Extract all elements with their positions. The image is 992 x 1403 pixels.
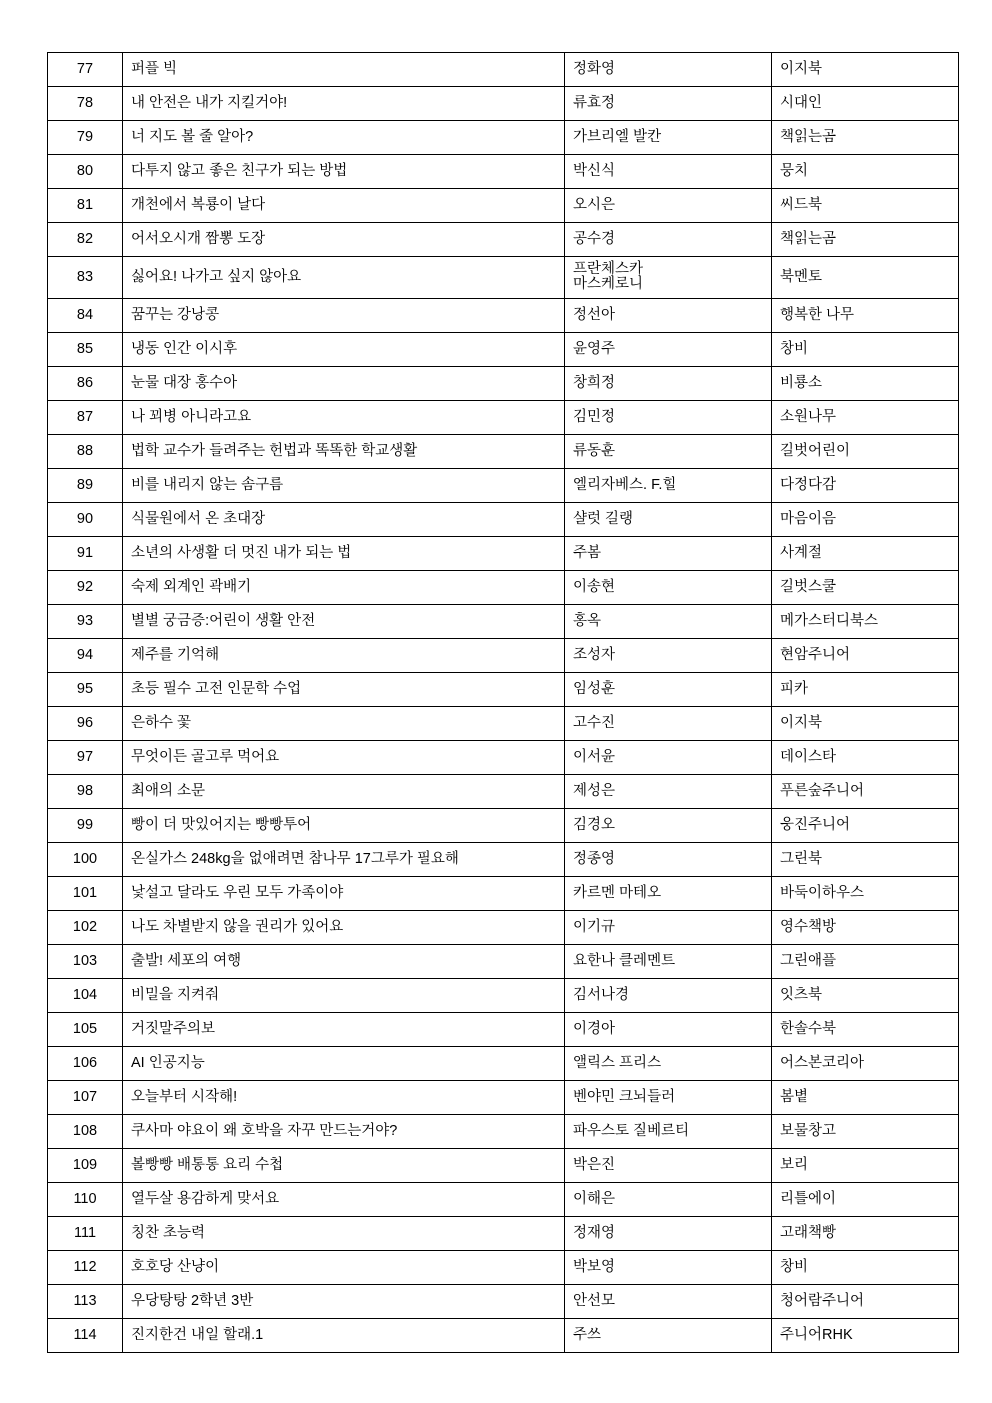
cell-title: 호호당 산냥이: [123, 1251, 565, 1285]
cell-publisher: 메가스터디북스: [772, 605, 959, 639]
cell-number: 101: [48, 877, 123, 911]
table-row: [48, 87, 959, 121]
cell-title: 개천에서 복룡이 날다: [123, 189, 565, 223]
cell-number: 95: [48, 673, 123, 707]
cell-title: 출발! 세포의 여행: [123, 945, 565, 979]
table-row: [48, 571, 959, 605]
cell-author: 윤영주: [565, 333, 772, 367]
book-list-table: [47, 52, 959, 1353]
cell-publisher: 이지북: [772, 53, 959, 87]
table-row: [48, 435, 959, 469]
cell-title: 나 꾀병 아니라고요: [123, 401, 565, 435]
table-row: [48, 223, 959, 257]
cell-author: 창희정: [565, 367, 772, 401]
cell-number: 77: [48, 53, 123, 87]
cell-publisher: 이지북: [772, 707, 959, 741]
cell-author: 고수진: [565, 707, 772, 741]
cell-publisher: 바둑이하우스: [772, 877, 959, 911]
cell-author: 가브리엘 발칸: [565, 121, 772, 155]
cell-number: 79: [48, 121, 123, 155]
cell-author: 정재영: [565, 1217, 772, 1251]
cell-publisher: 창비: [772, 333, 959, 367]
cell-number: 78: [48, 87, 123, 121]
cell-number: 94: [48, 639, 123, 673]
cell-author: 임성훈: [565, 673, 772, 707]
cell-number: 91: [48, 537, 123, 571]
cell-title: 우당탕탕 2학년 3반: [123, 1285, 565, 1319]
cell-publisher: 리틀에이: [772, 1183, 959, 1217]
table-row: [48, 945, 959, 979]
cell-author: 류동훈: [565, 435, 772, 469]
cell-author: 오시은: [565, 189, 772, 223]
cell-title: 어서오시개 짬뽕 도장: [123, 223, 565, 257]
cell-number: 87: [48, 401, 123, 435]
cell-title: 비밀을 지켜줘: [123, 979, 565, 1013]
cell-title: 열두살 용감하게 맞서요: [123, 1183, 565, 1217]
table-row: [48, 1285, 959, 1319]
cell-title: 낯설고 달라도 우린 모두 가족이야: [123, 877, 565, 911]
table-row: [48, 877, 959, 911]
cell-publisher: 책읽는곰: [772, 121, 959, 155]
table-row: [48, 809, 959, 843]
cell-author: 정종영: [565, 843, 772, 877]
table-row: [48, 673, 959, 707]
table-row: [48, 741, 959, 775]
cell-title: 볼빵빵 배통통 요리 수첩: [123, 1149, 565, 1183]
cell-publisher: 씨드북: [772, 189, 959, 223]
table-row: [48, 299, 959, 333]
cell-title: 냉동 인간 이시후: [123, 333, 565, 367]
cell-title: 다투지 않고 좋은 친구가 되는 방법: [123, 155, 565, 189]
cell-author: 정선아: [565, 299, 772, 333]
cell-number: 109: [48, 1149, 123, 1183]
cell-author: 이기규: [565, 911, 772, 945]
cell-publisher: 주니어RHK: [772, 1319, 959, 1353]
cell-title: 최애의 소문: [123, 775, 565, 809]
cell-title: 제주를 기억해: [123, 639, 565, 673]
table-row: [48, 537, 959, 571]
cell-publisher: 어스본코리아: [772, 1047, 959, 1081]
cell-number: 99: [48, 809, 123, 843]
cell-author: 정화영: [565, 53, 772, 87]
cell-number: 113: [48, 1285, 123, 1319]
cell-publisher: 북멘토: [772, 257, 959, 299]
cell-publisher: 길벗어린이: [772, 435, 959, 469]
cell-title: 나도 차별받지 않을 권리가 있어요: [123, 911, 565, 945]
cell-author: 박보영: [565, 1251, 772, 1285]
cell-number: 81: [48, 189, 123, 223]
book-list-body: [48, 53, 959, 1353]
table-row: [48, 155, 959, 189]
cell-author-line2: 마스케로니: [573, 276, 644, 293]
cell-number: 97: [48, 741, 123, 775]
cell-author: 박은진: [565, 1149, 772, 1183]
table-row: [48, 1013, 959, 1047]
cell-title: 퍼플 빅: [123, 53, 565, 87]
cell-author: 주봄: [565, 537, 772, 571]
cell-publisher: 다정다감: [772, 469, 959, 503]
cell-publisher: 행복한 나무: [772, 299, 959, 333]
cell-number: 107: [48, 1081, 123, 1115]
cell-author: 카르멘 마테오: [565, 877, 772, 911]
cell-title: 숙제 외계인 곽배기: [123, 571, 565, 605]
cell-number: 82: [48, 223, 123, 257]
cell-publisher: 길벗스쿨: [772, 571, 959, 605]
cell-publisher: 웅진주니어: [772, 809, 959, 843]
table-row: [48, 843, 959, 877]
cell-author: 박신식: [565, 155, 772, 189]
table-row: [48, 775, 959, 809]
table-row: [48, 333, 959, 367]
cell-author: 벤야민 크뇌들러: [565, 1081, 772, 1115]
table-row: [48, 257, 959, 299]
cell-number: 108: [48, 1115, 123, 1149]
cell-author: 김민정: [565, 401, 772, 435]
cell-title: 온실가스 248kg을 없애려면 참나무 17그루가 필요해: [123, 843, 565, 877]
cell-author: 샬럿 길랭: [565, 503, 772, 537]
cell-author: 이해은: [565, 1183, 772, 1217]
cell-publisher: 뭉치: [772, 155, 959, 189]
cell-publisher: 그린북: [772, 843, 959, 877]
cell-title: 법학 교수가 들려주는 헌법과 똑똑한 학교생활: [123, 435, 565, 469]
table-row: [48, 605, 959, 639]
cell-publisher: 창비: [772, 1251, 959, 1285]
cell-publisher: 시대인: [772, 87, 959, 121]
cell-number: 80: [48, 155, 123, 189]
table-row: [48, 367, 959, 401]
cell-publisher: 데이스타: [772, 741, 959, 775]
cell-title: 싫어요! 나가고 싶지 않아요: [123, 257, 565, 299]
table-row: [48, 121, 959, 155]
cell-title: 비를 내리지 않는 솜구름: [123, 469, 565, 503]
cell-author: 홍옥: [565, 605, 772, 639]
cell-publisher: 그린애플: [772, 945, 959, 979]
table-row: [48, 1081, 959, 1115]
cell-number: 105: [48, 1013, 123, 1047]
cell-title: 꿈꾸는 강낭콩: [123, 299, 565, 333]
cell-author: 이경아: [565, 1013, 772, 1047]
cell-publisher: 봄볕: [772, 1081, 959, 1115]
cell-title: 무엇이든 골고루 먹어요: [123, 741, 565, 775]
cell-number: 103: [48, 945, 123, 979]
table-row: [48, 1115, 959, 1149]
table-row: [48, 1183, 959, 1217]
cell-number: 83: [48, 257, 123, 299]
cell-author: 조성자: [565, 639, 772, 673]
table-row: [48, 189, 959, 223]
cell-author: 엘리자베스. F.힐: [565, 469, 772, 503]
cell-publisher: 보리: [772, 1149, 959, 1183]
cell-publisher: 비룡소: [772, 367, 959, 401]
cell-title: 초등 필수 고전 인문학 수업: [123, 673, 565, 707]
cell-number: 88: [48, 435, 123, 469]
cell-number: 90: [48, 503, 123, 537]
cell-title: AI 인공지능: [123, 1047, 565, 1081]
cell-title: 눈물 대장 홍수아: [123, 367, 565, 401]
cell-title: 식물원에서 온 초대장: [123, 503, 565, 537]
table-row: [48, 639, 959, 673]
cell-title: 거짓말주의보: [123, 1013, 565, 1047]
cell-publisher: 청어람주니어: [772, 1285, 959, 1319]
cell-number: 114: [48, 1319, 123, 1353]
cell-publisher: 피카: [772, 673, 959, 707]
table-row: [48, 707, 959, 741]
table-row: [48, 1217, 959, 1251]
table-row: [48, 979, 959, 1013]
cell-author: 류효정: [565, 87, 772, 121]
cell-author-line1: 프란체스카: [573, 261, 644, 277]
cell-number: 96: [48, 707, 123, 741]
cell-publisher: 책읽는곰: [772, 223, 959, 257]
cell-author: 주쓰: [565, 1319, 772, 1353]
cell-number: 112: [48, 1251, 123, 1285]
cell-number: 110: [48, 1183, 123, 1217]
cell-number: 85: [48, 333, 123, 367]
cell-number: 100: [48, 843, 123, 877]
cell-number: 92: [48, 571, 123, 605]
table-row: [48, 911, 959, 945]
cell-title: 내 안전은 내가 지킬거야!: [123, 87, 565, 121]
cell-author: 김서나경: [565, 979, 772, 1013]
cell-number: 98: [48, 775, 123, 809]
table-row: [48, 503, 959, 537]
table-row: [48, 1251, 959, 1285]
cell-title: 오늘부터 시작해!: [123, 1081, 565, 1115]
cell-author: 공수경: [565, 223, 772, 257]
cell-author: 이송현: [565, 571, 772, 605]
cell-publisher: 소원나무: [772, 401, 959, 435]
table-row: [48, 1047, 959, 1081]
cell-title: 빵이 더 맛있어지는 빵빵투어: [123, 809, 565, 843]
cell-number: 84: [48, 299, 123, 333]
cell-number: 106: [48, 1047, 123, 1081]
cell-author: 안선모: [565, 1285, 772, 1319]
cell-title: 별별 궁금증:어린이 생활 안전: [123, 605, 565, 639]
cell-title: 은하수 꽃: [123, 707, 565, 741]
cell-number: 104: [48, 979, 123, 1013]
cell-number: 86: [48, 367, 123, 401]
cell-title: 진지한건 내일 할래.1: [123, 1319, 565, 1353]
cell-number: 89: [48, 469, 123, 503]
cell-title: 너 지도 볼 줄 알아?: [123, 121, 565, 155]
table-row: [48, 1319, 959, 1353]
table-row: [48, 53, 959, 87]
cell-author: 요한나 클레멘트: [565, 945, 772, 979]
cell-number: 111: [48, 1217, 123, 1251]
cell-author: 제성은: [565, 775, 772, 809]
cell-publisher: 현암주니어: [772, 639, 959, 673]
cell-author: 앨릭스 프리스: [565, 1047, 772, 1081]
cell-publisher: 한솔수북: [772, 1013, 959, 1047]
cell-publisher: 고래책빵: [772, 1217, 959, 1251]
cell-author: [565, 257, 772, 299]
cell-publisher: 사계절: [772, 537, 959, 571]
cell-author: 이서윤: [565, 741, 772, 775]
cell-publisher: 푸른숲주니어: [772, 775, 959, 809]
cell-publisher: 보물창고: [772, 1115, 959, 1149]
cell-number: 93: [48, 605, 123, 639]
cell-title: 칭찬 초능력: [123, 1217, 565, 1251]
cell-publisher: 영수책방: [772, 911, 959, 945]
cell-title: 소년의 사생활 더 멋진 내가 되는 법: [123, 537, 565, 571]
cell-author: 김경오: [565, 809, 772, 843]
table-row: [48, 1149, 959, 1183]
cell-number: 102: [48, 911, 123, 945]
table-row: [48, 401, 959, 435]
cell-author: 파우스토 질베르티: [565, 1115, 772, 1149]
cell-publisher: 마음이음: [772, 503, 959, 537]
table-row: [48, 469, 959, 503]
cell-publisher: 잇츠북: [772, 979, 959, 1013]
cell-title: 쿠사마 야요이 왜 호박을 자꾸 만드는거야?: [123, 1115, 565, 1149]
